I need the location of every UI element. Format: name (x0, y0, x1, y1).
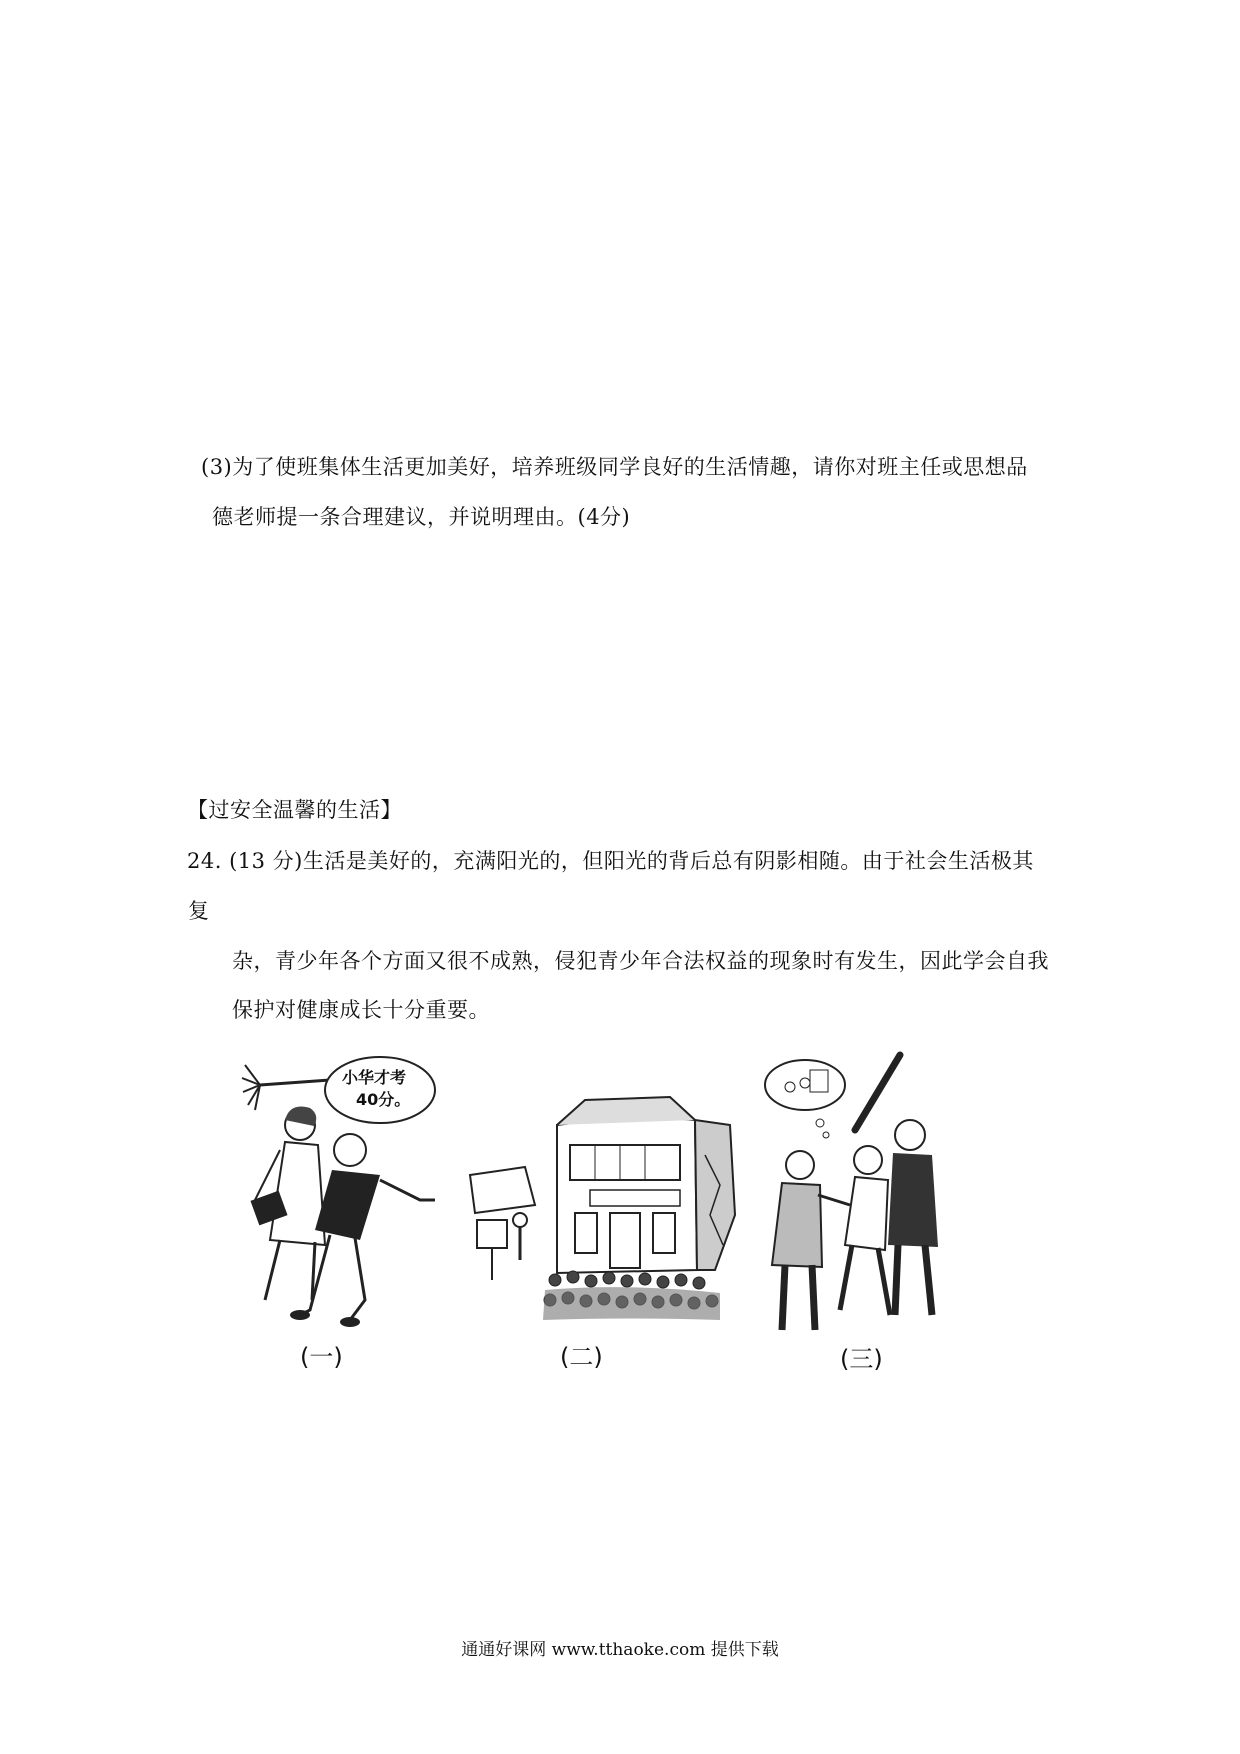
mother-chasing-child-drawing (240, 1050, 450, 1350)
section-heading: 【过安全温馨的生活】 (187, 798, 402, 822)
figure-1-illustration (240, 1050, 450, 1350)
question-3-line-2: 德老师提一条合理建议，并说明理由。(4分) (212, 505, 631, 529)
speech-bubble-line-2: 40分。 (356, 1090, 411, 1109)
page-footer: 通通好课网 www.tthaoke.com 提供下载 (461, 1640, 779, 1660)
question-24-line-1: 24. (13 分)生活是美好的，充满阳光的，但阳光的背后总有阴影相随。由于社会生活极其 (187, 849, 1034, 873)
figure-2-illustration (465, 1095, 745, 1330)
bullying-scene-drawing (760, 1045, 960, 1345)
question-24-line-2: 复 (188, 899, 210, 923)
damaged-building-drawing (465, 1095, 745, 1330)
figure-3-caption: (三) (840, 1345, 883, 1373)
figure-2-caption: (二) (560, 1343, 603, 1371)
speech-bubble-line-1: 小华才考 (342, 1068, 407, 1087)
figure-1-caption: (一) (300, 1343, 343, 1371)
figure-3-illustration (760, 1045, 960, 1345)
question-3-line-1: (3)为了使班集体生活更加美好，培养班级同学良好的生活情趣，请你对班主任或思想品 (201, 455, 1028, 479)
question-24-line-4: 保护对健康成长十分重要。 (232, 998, 490, 1022)
question-24-line-3: 杂，青少年各个方面又很不成熟，侵犯青少年合法权益的现象时有发生，因此学会自我 (232, 949, 1049, 973)
